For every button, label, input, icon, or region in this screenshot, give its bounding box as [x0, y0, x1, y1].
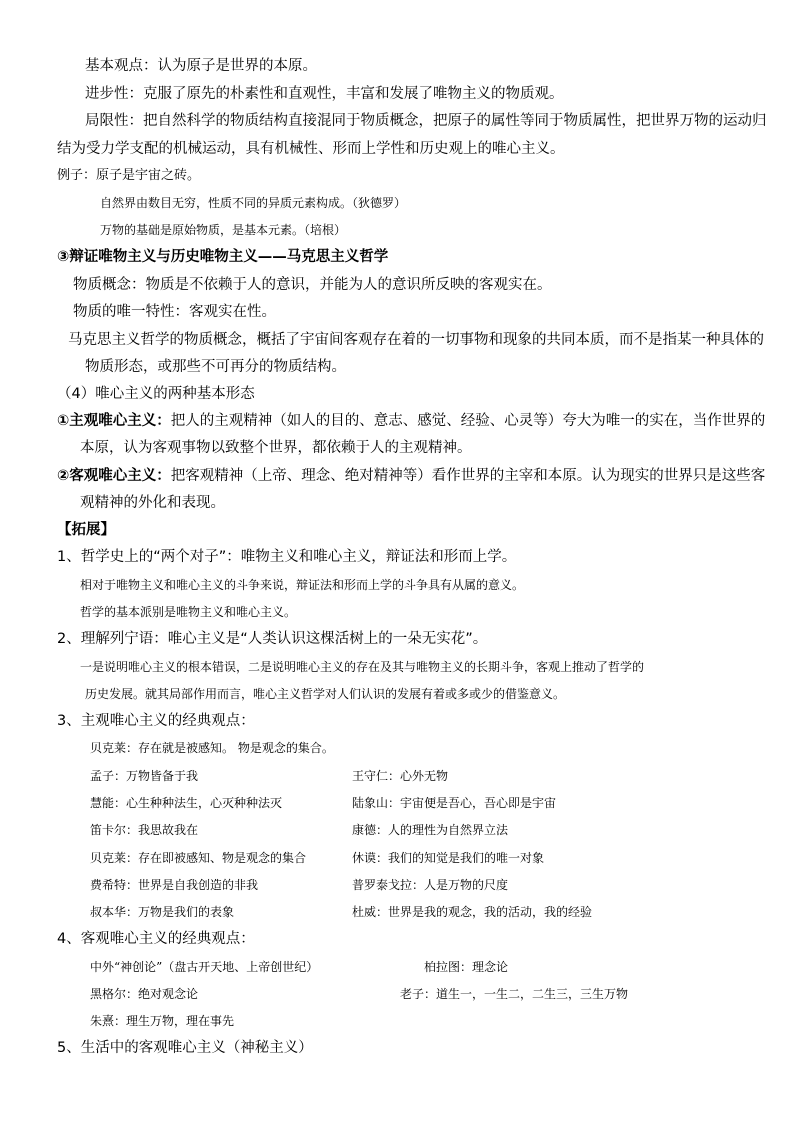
idealism-forms-heading: （4）唯心主义的两种基本形态	[57, 386, 255, 402]
objective-idealism-line-1	[57, 466, 765, 486]
marxism-heading: ③辩证唯物主义与历史唯物主义——马克思主义哲学	[57, 249, 389, 265]
subjective-view-left: 费希特：世界是自我创造的非我	[90, 878, 259, 892]
berkeley-view: 贝克莱：存在就是被感知。 物是观念的集合。	[90, 741, 334, 755]
limitation-line-2: 结为受力学支配的机械运动，具有机械性、形而上学性和历史观上的唯心主义。	[57, 141, 565, 157]
example-line: 例子：原子是宇宙之砖。	[57, 168, 201, 183]
subjective-view-right: 杜威：世界是我的观念，我的活动，我的经验	[352, 905, 593, 919]
objective-idealism-term: ②客观唯心主义：	[57, 468, 171, 484]
zhu-xi-view: 朱熹：理生万物，理在事先	[90, 1014, 235, 1028]
subjective-view-left: 贝克莱：存在即被感知、物是观念的集合	[90, 851, 307, 865]
item-2-heading: 2、理解列宁语：唯心主义是“人类认识这棵活树上的一朵无实花”。	[57, 631, 488, 647]
item-1-note-1: 相对于唯物主义和唯心主义的斗争来说，辩证法和形而上学的斗争具有从属的意义。	[80, 578, 525, 592]
subjective-view-row	[90, 793, 557, 813]
subjective-view-right: 康德：人的理性为自然界立法	[352, 823, 509, 837]
item-1-heading: 1、哲学史上的“两个对子”：唯物主义和唯心主义，辩证法和形而上学。	[57, 549, 517, 565]
subjective-idealism-definition: 把人的主观精神（如人的目的、意志、感觉、经验、心灵等）夸大为唯一的实在，当作世界的	[170, 413, 766, 429]
matter-property-line: 物质的唯一特性：客观实在性。	[73, 304, 276, 320]
marxism-matter-line-2: 物质形态，或那些不可再分的物质结构。	[85, 359, 346, 375]
item-4-heading: 4、客观唯心主义的经典观点：	[57, 931, 255, 947]
item-3-heading: 3、主观唯心主义的经典观点：	[57, 713, 255, 729]
matter-concept-line: 物质概念：物质是不依赖于人的意识，并能为人的意识所反映的客观实在。	[73, 277, 552, 293]
subjective-view-left: 慧能：心生种种法生，心灭种种法灭	[90, 796, 283, 810]
diderot-quote: 自然界由数目无穷，性质不同的异质元素构成。（狄德罗）	[100, 196, 407, 210]
subjective-view-row	[90, 875, 509, 895]
progressiveness-line: 进步性：克服了原先的朴素性和直观性，丰富和发展了唯物主义的物质观。	[85, 86, 564, 102]
subjective-view-right: 王守仁：心外无物	[352, 769, 449, 783]
subjective-view-row	[90, 902, 593, 922]
objective-idealism-definition: 把客观精神（上帝、理念、绝对精神等）看作世界的主宰和本原。认为现实的世界只是这些客	[170, 468, 766, 484]
item-5-heading: 5、生活中的客观唯心主义（神秘主义）	[57, 1040, 313, 1056]
subjective-view-row	[90, 848, 545, 868]
item-2-note-2: 历史发展。就其局部作用而言，唯心主义哲学对人们认识的发展有着或多或少的借鉴意义。	[85, 687, 566, 701]
basic-view-line: 基本观点：认为原子是世界的本原。	[85, 58, 317, 74]
marxism-matter-line-1: 马克思主义哲学的物质概念，概括了宇宙间客观存在着的一切事物和现象的共同本质，而不是指某一种具体的	[68, 332, 764, 348]
objective-view-row	[90, 984, 629, 1004]
subjective-idealism-line-2: 本原，认为客观事物以致整个世界，都依赖于人的主观精神。	[80, 440, 472, 456]
limitation-line-1: 局限性：把自然科学的物质结构直接混同于物质概念，把原子的属性等同于物质属性，把世界万物的运动归	[85, 113, 767, 129]
objective-idealism-line-2: 观精神的外化和表现。	[80, 495, 225, 511]
subjective-view-right: 休谟：我们的知觉是我们的唯一对象	[352, 851, 545, 865]
objective-view-right: 柏拉图：理念论	[424, 960, 509, 974]
subjective-view-right: 陆象山：宇宙便是吾心，吾心即是宇宙	[352, 796, 557, 810]
objective-view-left: 黑格尔：绝对观念论	[90, 987, 199, 1001]
objective-view-row	[90, 957, 509, 977]
subjective-view-left: 孟子：万物皆备于我	[90, 769, 199, 783]
subjective-view-left: 笛卡尔：我思故我在	[90, 823, 199, 837]
subjective-view-left: 叔本华：万物是我们的表象	[90, 905, 235, 919]
subjective-idealism-term: ①主观唯心主义：	[57, 413, 171, 429]
item-2-note-1: 一是说明唯心主义的根本错误，二是说明唯心主义的存在及其与唯物主义的长期斗争，客观上推动了哲学的	[80, 660, 645, 674]
bacon-quote: 万物的基础是原始物质，是基本元素。（培根）	[100, 223, 347, 237]
subjective-view-right: 普罗泰戈拉：人是万物的尺度	[352, 878, 509, 892]
item-1-note-2: 哲学的基本派别是唯物主义和唯心主义。	[80, 605, 297, 619]
objective-view-right: 老子：道生一，一生二，二生三，三生万物	[400, 987, 629, 1001]
objective-view-left: 中外“神创论”（盘古开天地、上帝创世纪）	[90, 960, 319, 974]
extension-heading: 【拓展】	[57, 522, 115, 538]
subjective-view-row	[90, 766, 449, 786]
subjective-view-row	[90, 820, 509, 840]
subjective-idealism-line-1	[57, 411, 765, 431]
